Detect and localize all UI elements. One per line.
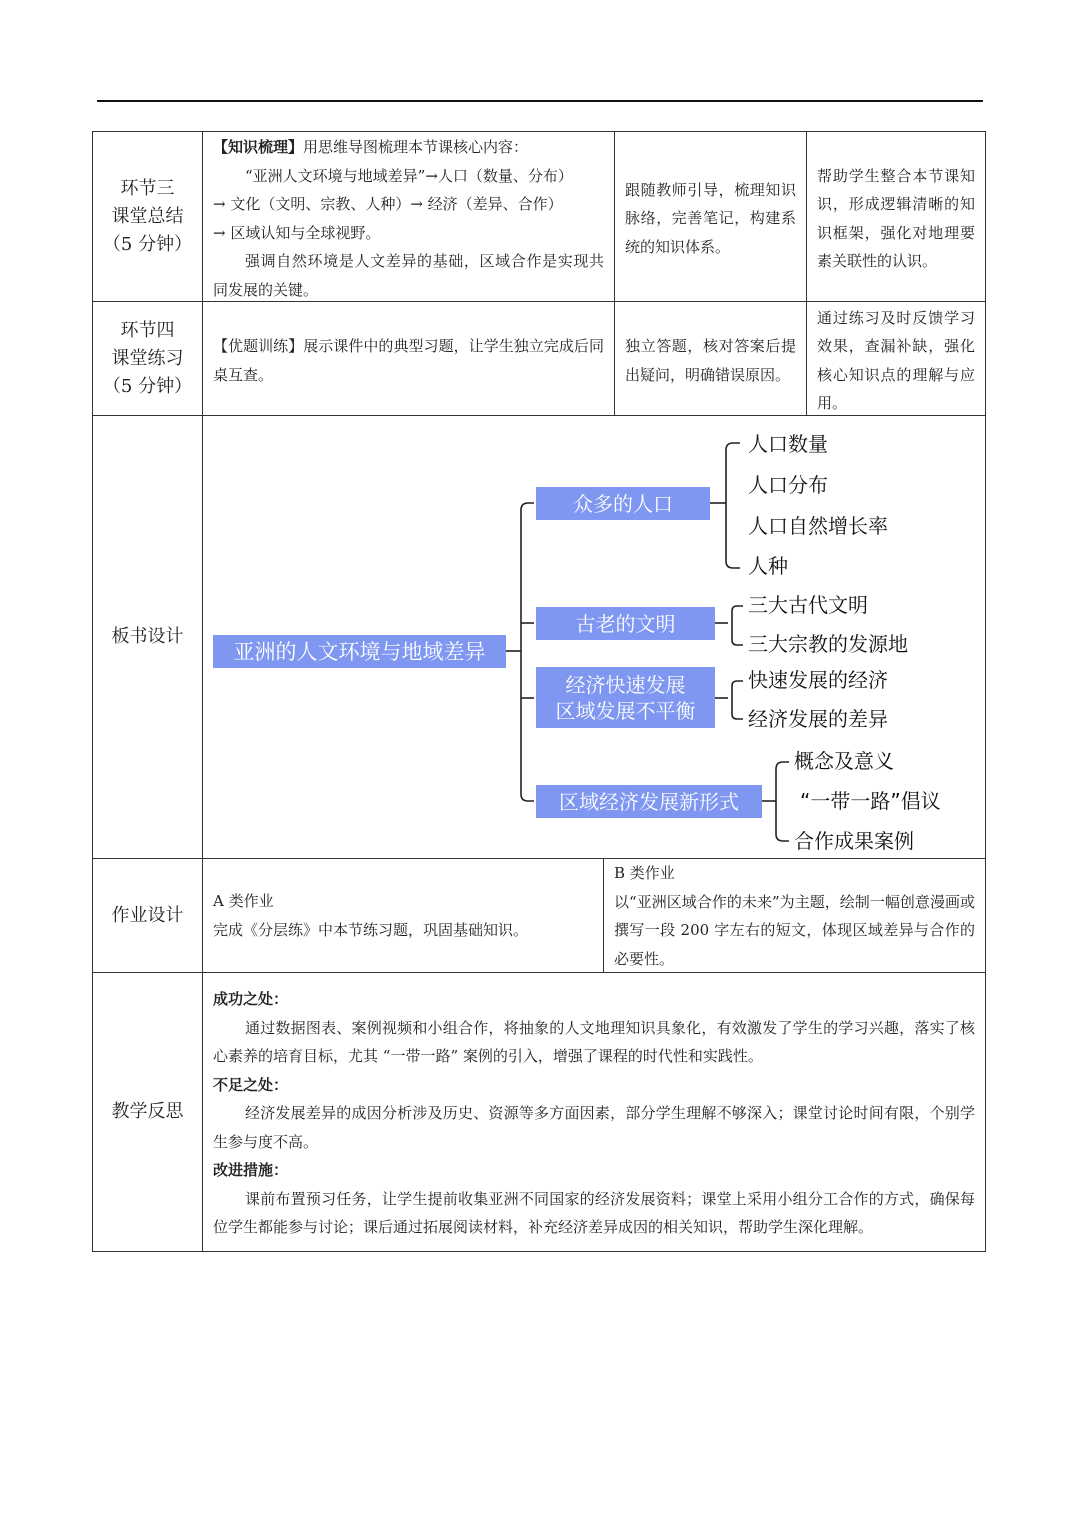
reflection-weak-text: 经济发展差异的成因分析涉及历史、资源等多方面因素，部分学生理解不够深入；课堂讨论时间有限，个别学生参与度不高。 (213, 1104, 975, 1151)
mindmap-root: 亚洲的人文环境与地域差异 (213, 635, 506, 668)
stage4-label-line3: （5 分钟） (102, 375, 193, 397)
stage3-label-line3: （5 分钟） (102, 233, 193, 255)
homework-a-text: 完成《分层练》中本节练习题，巩固基础知识。 (213, 920, 529, 939)
mindmap-branch-population: 众多的人口 (536, 487, 710, 520)
stage3-intro: 用思维导图梳理本节课核心内容： (303, 138, 529, 156)
stage4-student-activity (615, 302, 806, 415)
branch4-bracket (776, 762, 789, 841)
stage4-intent-text: 通过练习及时反馈学习效果，查漏补缺，强化核心知识点的理解与应用。 (817, 308, 975, 412)
stage3-intent-text: 帮助学生整合本节课知识，形成逻辑清晰的知识框架，强化对地理要素关联性的认识。 (817, 166, 975, 270)
reflection-content (203, 973, 985, 1251)
stage3-student-text: 跟随教师引导，梳理知识脉络，完善笔记，构建系统的知识体系。 (625, 180, 796, 256)
stage3-label-line2: 课堂总结 (111, 205, 184, 227)
stage4-label-line1: 环节四 (120, 319, 175, 341)
stage3-teacher-content (203, 132, 614, 301)
reflection-success-text: 通过数据图表、案例视频和小组合作，将抽象的人文地理知识具象化，有效激发了学生的学习兴趣，落实了核心素养的培育目标，尤其 “一带一路” 案例的引入，增强了课程的时代性和实践性。 (213, 1018, 975, 1065)
stage3-tag: 【知识梳理】 (213, 138, 304, 156)
leaf-religions-origin: 三大宗教的发源地 (748, 632, 908, 656)
reflection-label (93, 973, 202, 1251)
stage3-line1: “亚洲人文环境与地域差异”→人口（数量、分布） (245, 166, 573, 185)
leaf-population-distribution: 人口分布 (748, 473, 828, 497)
branch3-title-line2: 区域发展不平衡 (555, 698, 696, 723)
homework-b-text: 以“亚洲区域合作的未来”为主题，绘制一幅创意漫画或撰写一段 200 字左右的短文，体现区域差异与合作的必要性。 (614, 892, 975, 968)
board-label (93, 416, 202, 858)
mindmap-branch-economy (536, 667, 715, 728)
stage4-text: 展示课件中的典型习题，让学生独立完成后同桌互查。 (213, 337, 604, 384)
homework-b-title: B 类作业 (614, 864, 675, 882)
stage3-student-activity (615, 132, 806, 301)
stage3-label (93, 132, 202, 301)
reflection-improve-text: 课前布置预习任务，让学生提前收集亚洲不同国家的经济发展资料；课堂上采用小组分工合作的方式，确保每位学生都能参与讨论；课后通过拓展阅读材料，补充经济差异成因的相关知识，帮助学生深化理解。 (213, 1189, 975, 1236)
homework-a (203, 859, 603, 972)
stage4-student-text: 独立答题，核对答案后提出疑问，明确错误原因。 (625, 337, 796, 384)
leaf-concept-significance: 概念及意义 (794, 749, 894, 773)
stage3-label-line1: 环节三 (120, 177, 175, 199)
homework-label (93, 859, 202, 972)
leaf-population-count: 人口数量 (748, 432, 828, 456)
stage3-emphasis: 强调自然环境是人文差异的基础，区域合作是实现共同发展的关键。 (213, 252, 604, 299)
header-rule (97, 100, 983, 102)
mindmap-branch-civilization: 古老的文明 (536, 607, 715, 640)
reflection-weak-title: 不足之处： (213, 1075, 289, 1094)
leaf-fast-economy: 快速发展的经济 (748, 668, 888, 692)
reflection-success-title: 成功之处： (213, 990, 289, 1008)
homework-label-text: 作业设计 (111, 904, 184, 926)
stage3-design-intent (807, 132, 985, 301)
stage4-design-intent (807, 302, 985, 415)
branch1-bracket (726, 443, 740, 568)
stage4-label-line2: 课堂练习 (111, 347, 184, 369)
reflection-label-text: 教学反思 (111, 1101, 184, 1122)
stage4-teacher-content (203, 302, 614, 415)
leaf-race: 人种 (748, 554, 788, 578)
branch3-bracket (732, 681, 743, 719)
stage4-tag: 【优题训练】 (213, 337, 304, 355)
branch3-title-line1: 经济快速发展 (565, 672, 686, 697)
reflection-improve-title: 改进措施： (213, 1161, 289, 1179)
stage3-line3: → 区域认知与全球视野。 (213, 223, 381, 242)
branch2-bracket (732, 606, 743, 645)
leaf-economic-gap: 经济发展的差异 (748, 707, 888, 731)
homework-b (604, 859, 985, 972)
leaf-cooperation-cases: 合作成果案例 (794, 829, 914, 853)
stage3-line2: → 文化（文明、宗教、人种）→ 经济（差异、合作） (213, 195, 563, 213)
leaf-belt-and-road: “一带一路”倡议 (800, 789, 941, 813)
homework-a-title: A 类作业 (213, 892, 274, 910)
board-label-text: 板书设计 (111, 626, 184, 647)
board-mindmap (203, 416, 985, 858)
trunk-bracket (521, 503, 534, 801)
mindmap-branch-new-forms: 区域经济发展新形式 (536, 785, 762, 818)
leaf-ancient-civilizations: 三大古代文明 (748, 593, 868, 617)
leaf-population-growth: 人口自然增长率 (748, 514, 888, 538)
stage4-label (93, 302, 202, 415)
